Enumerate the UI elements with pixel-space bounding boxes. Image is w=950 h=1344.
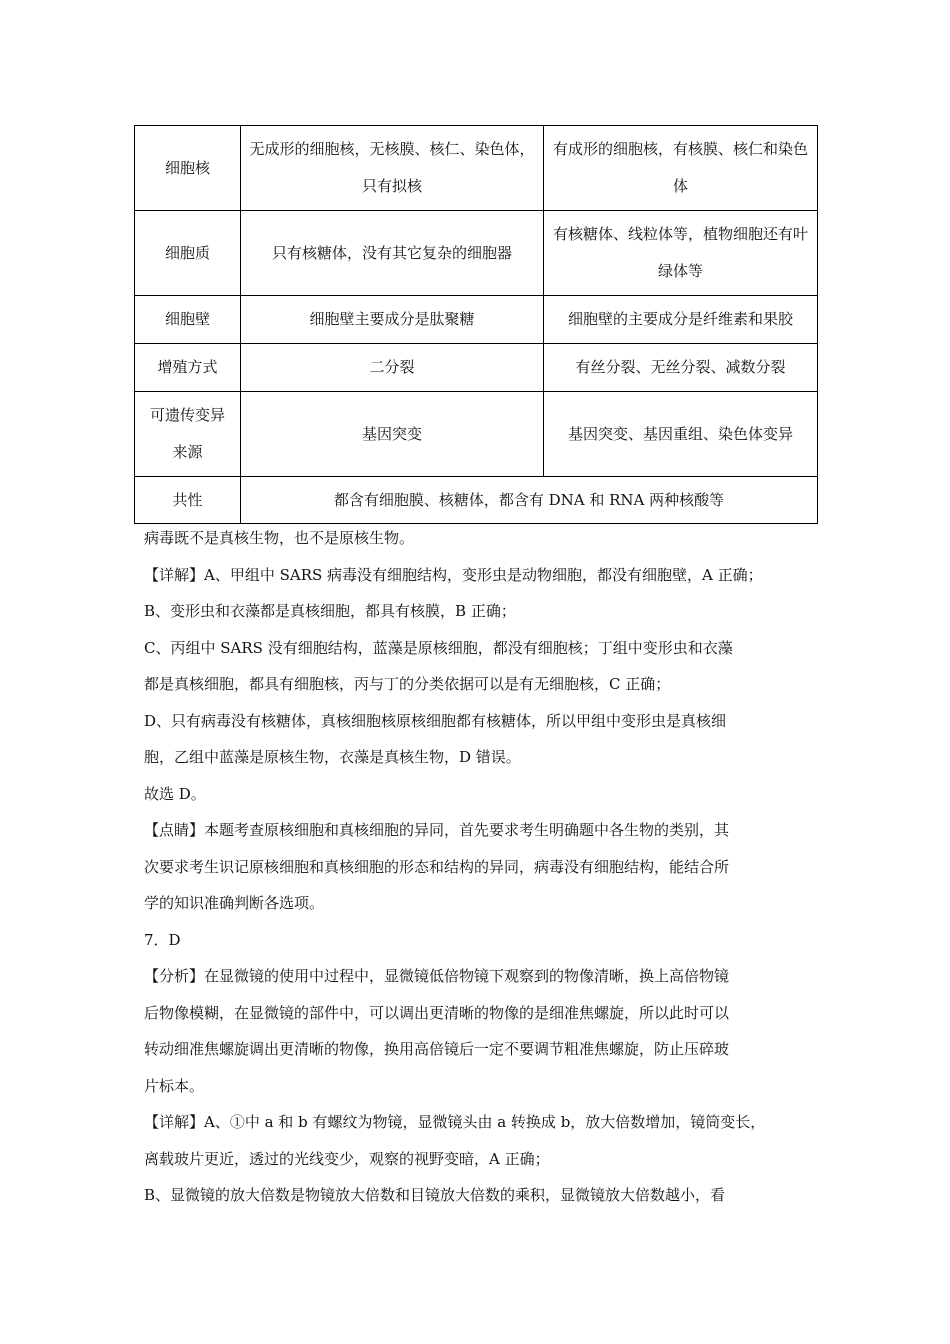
common-cell: 都含有细胞膜、核糖体，都含有 DNA 和 RNA 两种核酸等: [241, 477, 818, 524]
prokaryote-cell: 只有核糖体，没有其它复杂的细胞器: [241, 211, 544, 296]
text-line: 【详解】A、甲组中 SARS 病毒没有细胞结构，变形虫是动物细胞，都没有细胞壁，A 正确；: [144, 565, 763, 584]
prokaryote-cell: 细胞壁主要成分是肽聚糖: [241, 296, 544, 344]
prokaryote-cell: 基因突变: [241, 392, 544, 477]
eukaryote-cell: 细胞壁的主要成分是纤维素和果胶: [544, 296, 818, 344]
text-line: C、丙组中 SARS 没有细胞结构，蓝藻是原核细胞，都没有细胞核；丁组中变形虫和衣藻: [144, 638, 733, 657]
row-label: 增殖方式: [135, 344, 241, 392]
row-label: 共性: [135, 477, 241, 524]
row-label: 细胞壁: [135, 296, 241, 344]
table-row: [135, 211, 818, 296]
text-line: 片标本。: [144, 1076, 205, 1095]
prokaryote-cell: 无成形的细胞核，无核膜、核仁、染色体，只有拟核: [241, 126, 544, 211]
text-line: 转动细准焦螺旋调出更清晰的物像，换用高倍镜后一定不要调节粗准焦螺旋，防止压碎玻: [144, 1040, 730, 1058]
eukaryote-cell: 有成形的细胞核，有核膜、核仁和染色体: [544, 126, 818, 211]
text-line: 次要求考生识记原核细胞和真核细胞的形态和结构的异同，病毒没有细胞结构，能结合所: [144, 857, 730, 876]
row-label: 可遗传变异来源: [135, 392, 241, 477]
comparison-table: [134, 125, 818, 524]
text-line: 离载玻片更近，透过的光线变少，观察的视野变暗，A 正确；: [144, 1149, 550, 1168]
text-line: D、只有病毒没有核糖体，真核细胞核原核细胞都有核糖体，所以甲组中变形虫是真核细: [144, 711, 727, 730]
eukaryote-cell: 有核糖体、线粒体等，植物细胞还有叶绿体等: [544, 211, 818, 296]
text-line: 故选 D。: [144, 784, 206, 803]
text-line: 病毒既不是真核生物，也不是原核生物。: [144, 529, 415, 547]
text-line: B、显微镜的放大倍数是物镜放大倍数和目镜放大倍数的乘积，显微镜放大倍数越小，看: [144, 1186, 726, 1204]
table-row: [135, 392, 818, 477]
question-number: 7．D: [144, 930, 181, 949]
answer-text: [144, 520, 816, 1214]
table-row-common: [135, 477, 818, 524]
text-line: 都是真核细胞，都具有细胞核，丙与丁的分类依据可以是有无细胞核，C 正确；: [144, 675, 671, 693]
text-line: 【详解】A、①中 a 和 b 有螺纹为物镜，显微镜头由 a 转换成 b，放大倍数增加，镜筒变长，: [144, 1113, 766, 1131]
table-row: [135, 126, 818, 211]
eukaryote-cell: 基因突变、基因重组、染色体变异: [544, 392, 818, 477]
row-label: 细胞质: [135, 211, 241, 296]
text-line: B、变形虫和衣藻都是真核细胞，都具有核膜，B 正确；: [144, 602, 516, 620]
eukaryote-cell: 有丝分裂、无丝分裂、减数分裂: [544, 344, 818, 392]
text-line: 后物像模糊，在显微镜的部件中，可以调出更清晰的物像的是细准焦螺旋，所以此时可以: [144, 1003, 730, 1022]
table-row: [135, 344, 818, 392]
text-line: 【分析】在显微镜的使用中过程中，显微镜低倍物镜下观察到的物像清晰，换上高倍物镜: [144, 967, 730, 985]
row-label: 细胞核: [135, 126, 241, 211]
prokaryote-cell: 二分裂: [241, 344, 544, 392]
table-row: [135, 296, 818, 344]
text-line: 胞，乙组中蓝藻是原核生物，衣藻是真核生物，D 错误。: [144, 748, 521, 766]
text-line: 【点睛】本题考查原核细胞和真核细胞的异同，首先要求考生明确题中各生物的类别，其: [144, 821, 730, 839]
text-line: 学的知识准确判断各选项。: [144, 894, 325, 912]
